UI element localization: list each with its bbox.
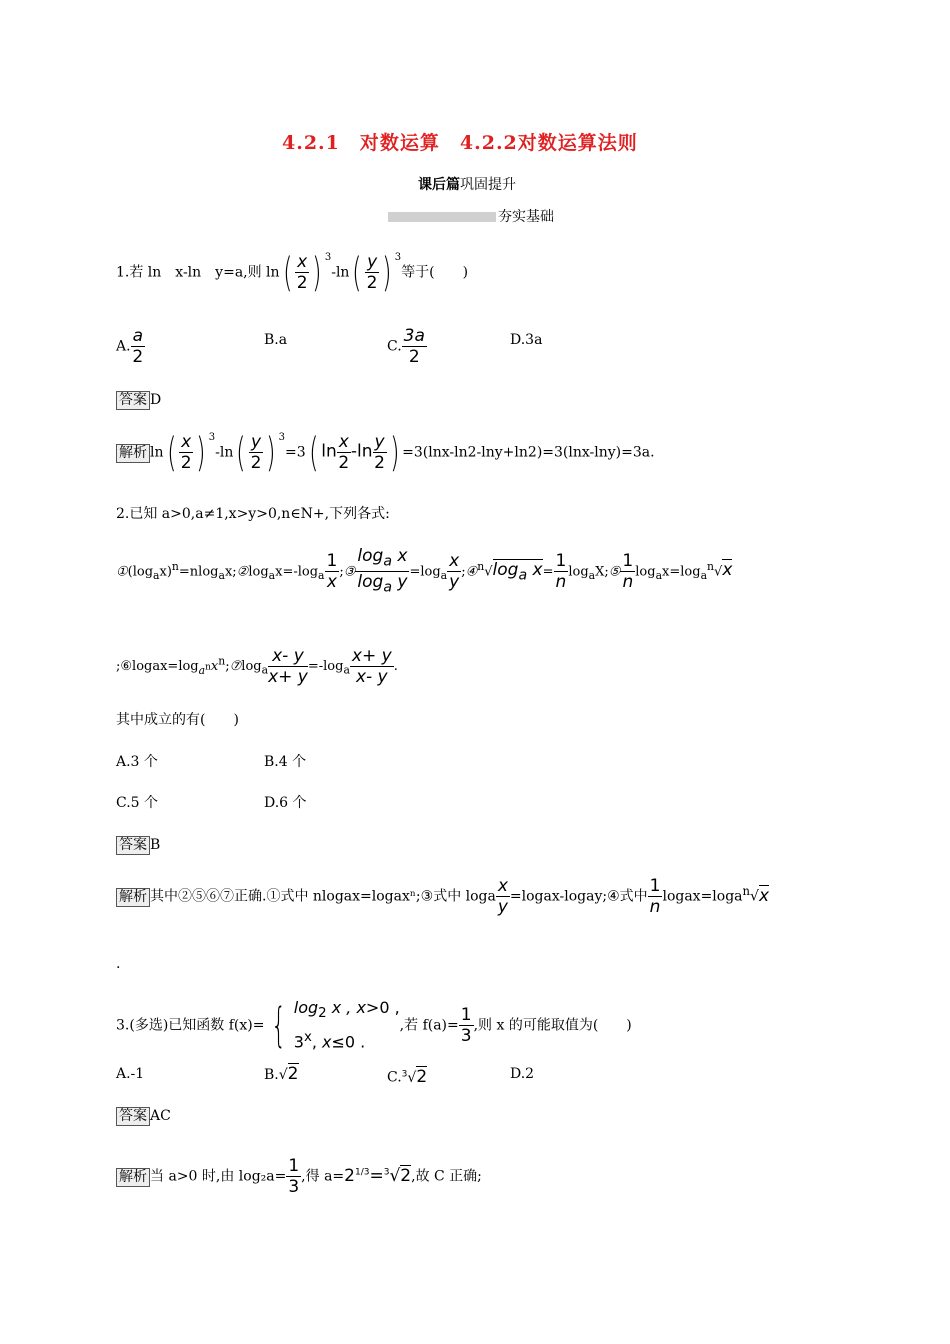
answer-value: D bbox=[150, 392, 162, 408]
q2-opt-b[interactable]: B.4 个 bbox=[264, 754, 307, 770]
frac-3a-2: $\frac{3a}{2}$ bbox=[403, 326, 425, 367]
q2-answer bbox=[116, 835, 160, 855]
paren: ( bbox=[352, 249, 362, 296]
explanation-text-2: =logax-logay;④式中 bbox=[509, 888, 648, 905]
q1-opt-b[interactable]: B.a bbox=[264, 332, 288, 348]
answer-tag: 答案 bbox=[116, 836, 150, 855]
answer-tag: 答案 bbox=[116, 391, 150, 410]
paren: ) bbox=[312, 249, 322, 296]
opt-label: C. bbox=[387, 338, 402, 355]
page-title: 4.2.1 对数运算 4.2.2对数运算法则 bbox=[282, 132, 638, 154]
opt-label: B. bbox=[264, 1067, 279, 1083]
q3-mid: ,若 f(a)= bbox=[399, 1017, 459, 1034]
section-bar bbox=[388, 212, 496, 222]
opt-label: C. bbox=[387, 1069, 402, 1086]
explanation-text: 其中②⑤⑥⑦正确.①式中 nlogax=logaxⁿ;③式中 loga bbox=[150, 888, 496, 905]
explanation-tag: 解析 bbox=[116, 444, 150, 463]
explanation-b: ,得 a= bbox=[301, 1168, 345, 1185]
q1-answer bbox=[116, 390, 161, 410]
q1-prefix: 1.若 ln x-ln y=a,则 ln bbox=[116, 264, 280, 281]
q1-suffix: 等于( ) bbox=[401, 264, 469, 281]
q2-opt-a[interactable]: A.3 个 bbox=[116, 754, 158, 770]
section-heading bbox=[388, 206, 554, 226]
subtitle-rest: 巩固提升 bbox=[460, 177, 516, 193]
q3-suffix: ,则 x 的可能取值为( ) bbox=[473, 1017, 632, 1034]
frac-a-2: $\frac{a}{2}$ bbox=[132, 326, 144, 367]
paren: ( bbox=[282, 249, 293, 296]
explanation-a: 当 a>0 时,由 log₂a= bbox=[150, 1168, 287, 1185]
answer-tag: 答案 bbox=[116, 1107, 150, 1126]
frac-y-2: $\frac{y}{2}$ bbox=[374, 432, 385, 473]
q2-formulas-1: $①(\log_ax)^n=nlog_ax;②\log_ax=-\log_a$ $\frac{1}{x}$ ;③ $\frac{\log_a x}{\log_a y}$ $=\log_a$ $\frac{x}{y}$ $;④^n√\log_a$ x= $\frac{1}{n}$ $\log_aX;⑤$ $\frac{1}{n}$ $\log_ax=\log_a^n√x$ bbox=[116, 546, 733, 596]
q3-opt-a[interactable]: A.-1 bbox=[116, 1066, 145, 1082]
formula-6: ;⑥logax=log bbox=[116, 659, 199, 674]
q3-explanation: 解析 当 a>0 时,由 log₂a= $\frac{1}{3}$ ,得 $a=2^{1/3}=^3√2$,故 C 正确; bbox=[116, 1156, 482, 1197]
explanation-tag: 解析 bbox=[116, 888, 150, 907]
q2-formulas-2: $;⑥logax=\log_{a^n}x^n;⑦\log_a$ $\frac{x- y}{x+ y}$ $=-\log_a$ $\frac{x+ y}{x- y}$ . bbox=[116, 646, 398, 687]
q3-opt-d[interactable]: D.2 bbox=[510, 1066, 535, 1082]
q1-stem: 1.若 ln x-ln y=a,则 ln( $\frac{x}{2}$ ) $^3$-ln( $\frac{y}{2}$ ) $^3$等于( ) bbox=[116, 249, 469, 296]
q2-explanation: 解析 其中②⑤⑥⑦正确.①式中 nlogax=logaxⁿ;③式中 loga $\frac{x}{y}$ =logax-logay;④式中 $\frac{1}{n}$ logax=loga$^n$√x bbox=[116, 876, 769, 917]
q3-prefix: 3.(多选)已知函数 f(x)= bbox=[116, 1017, 265, 1034]
q1-explanation: 解析 ln( $\frac{x}{2}$ ) $^3$-ln( $\frac{y}{2}$ ) $^3$=3( ln $\frac{x}{2}$ -ln $\frac{y}{2}$ ) =3(lnx-ln2-lny+ln2)=3(lnx-lny)=3a. bbox=[116, 432, 655, 473]
frac-y-2: $\frac{y}{2}$ bbox=[366, 252, 378, 293]
q1-opt-a[interactable] bbox=[116, 326, 145, 367]
frac-y-2: $\frac{y}{2}$ bbox=[250, 432, 262, 473]
q2-dot: . bbox=[116, 956, 121, 972]
answer-value: B bbox=[150, 837, 161, 853]
q3-answer bbox=[116, 1106, 171, 1126]
q3-opt-c[interactable]: C.$^3$√2 bbox=[387, 1066, 428, 1087]
answer-value: AC bbox=[150, 1108, 171, 1124]
q3-opt-b[interactable]: B.√2 bbox=[264, 1064, 299, 1084]
frac-x-2: $\frac{x}{2}$ bbox=[296, 252, 308, 293]
frac-x-2: $\frac{x}{2}$ bbox=[338, 432, 350, 473]
opt-label: A. bbox=[116, 338, 131, 355]
explanation-tag: 解析 bbox=[116, 1168, 150, 1187]
q2-opt-c[interactable]: C.5 个 bbox=[116, 795, 159, 811]
q2-stem: 2.已知 a>0,a≠1,x>y>0,n∈N+,下列各式: bbox=[116, 506, 390, 522]
explanation-c: ,故 C 正确; bbox=[411, 1168, 482, 1185]
q1-opt-d[interactable]: D.3a bbox=[510, 332, 543, 348]
q1-opt-c[interactable] bbox=[387, 326, 427, 367]
subtitle-bold: 课后篇 bbox=[418, 177, 460, 193]
q2-opt-d[interactable]: D.6 个 bbox=[264, 795, 307, 811]
q3-stem: 3.(多选)已知函数 f(x)= { $\log_2 x$ , x>0 , 3$^x$, x≤0 .,若 f(a)= $\frac{1}{3}$ ,则 x 的可能取值为( ) bbox=[116, 998, 632, 1053]
frac-x-2: $\frac{x}{2}$ bbox=[180, 432, 192, 473]
explanation-text-3: logax=loga bbox=[662, 888, 743, 905]
section-label: 夯实基础 bbox=[498, 209, 554, 225]
q2-ask: 其中成立的有( ) bbox=[116, 712, 239, 728]
paren: ) bbox=[382, 249, 392, 296]
subtitle bbox=[418, 174, 516, 194]
explanation-end: =3(lnx-ln2-lny+ln2)=3(lnx-lny)=3a. bbox=[402, 444, 655, 461]
